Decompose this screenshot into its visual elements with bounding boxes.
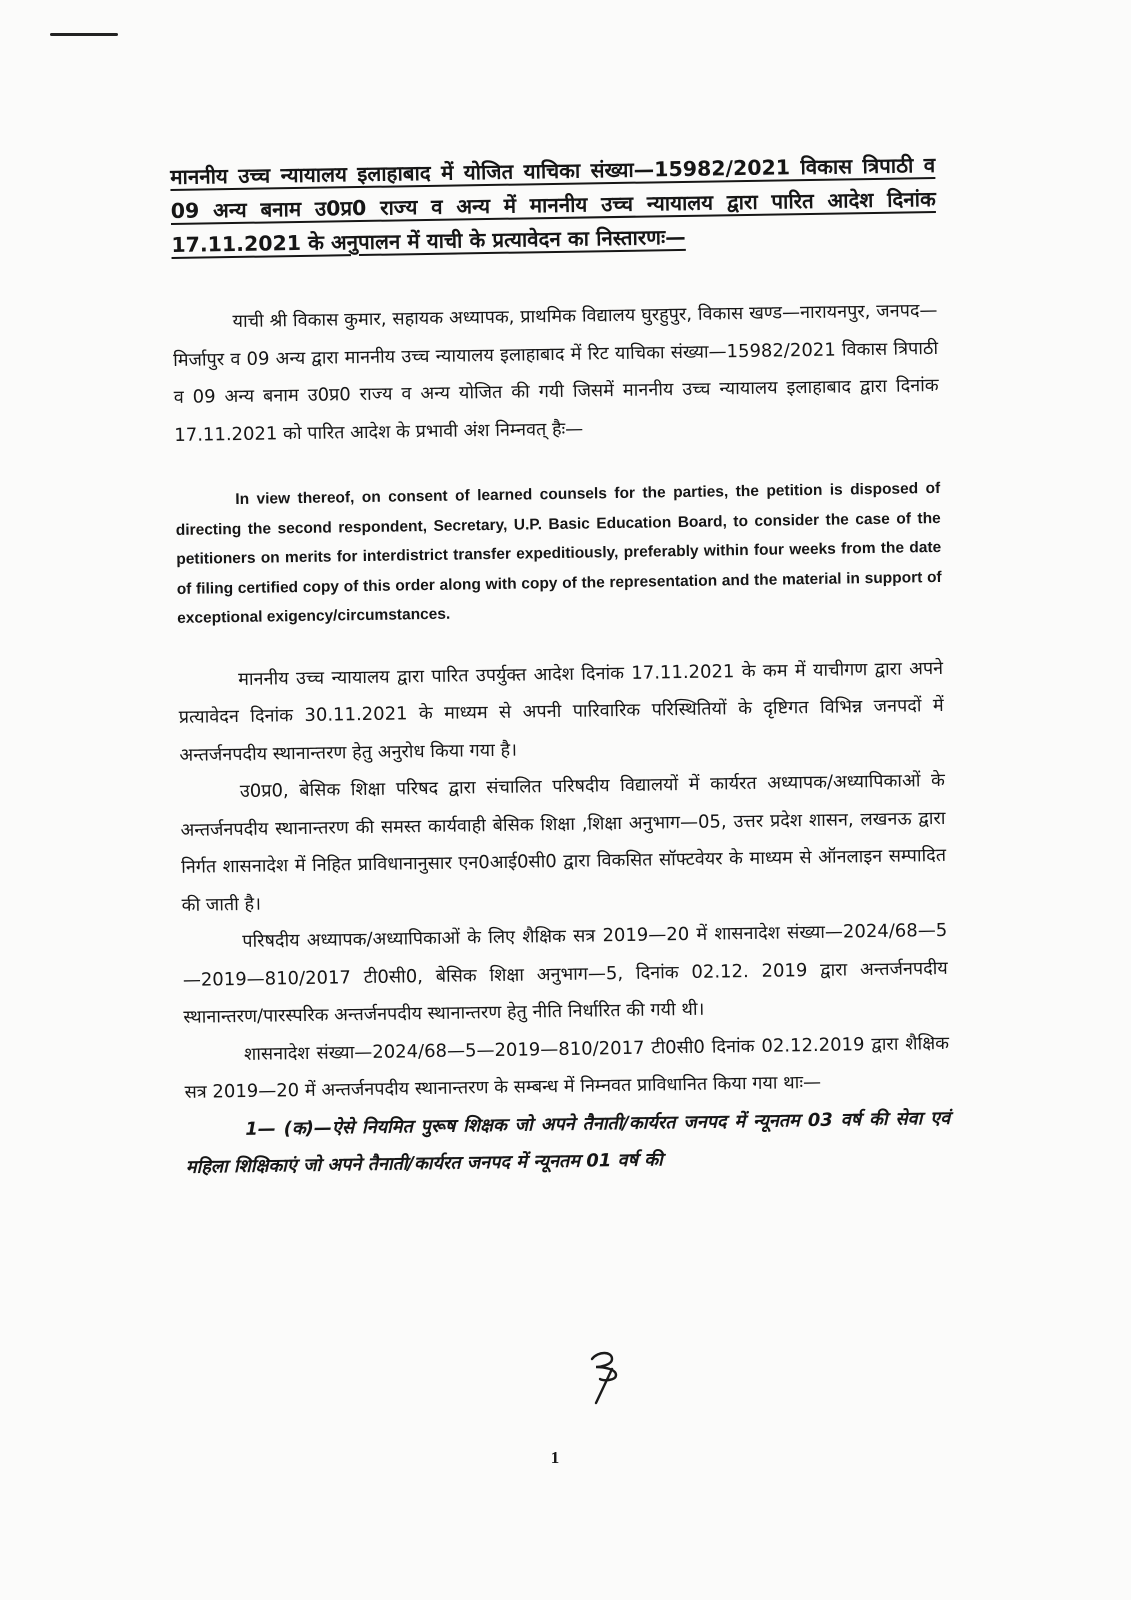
paragraph-petition-details: याची श्री विकास कुमार, सहायक अध्यापक, प्राथमिक विद्यालय घुरहुपुर, विकास खण्ड—नारायनपुर, जनपद—मिर्जापुर व 09 अन्य द्वारा माननीय उच्च न्यायालय इलाहाबाद में रिट याचिका संख्या—15982/2021 विकास त्रिपाठी व 09 अन्य बनाम उ0प्र0 राज्य व अन्य योजित की गयी जिसमें माननीय उच्च न्यायालय इलाहाबाद द्वारा दिनांक 17.11.2021 को पारित आदेश के प्रभावी अंश निम्नवत् हैः—: [172, 299, 939, 446]
court-order-quote: In view thereof, on consent of learned counsels for the parties, the petition is disposed of directing the second respondent, Secretary, U.P. Basic Education Board, to consider the case of the petitioners on merits for interdistrict transfer expeditiously, preferably within four weeks from the date of filing certified copy of this order along with copy of the representation and the material in support of exceptional exigency/circumstances.: [175, 479, 942, 627]
paragraph-eligibility-clause: 1— (क)—ऐसे नियमित पुरूष शिक्षक जो अपने तैनाती/कार्यरत जनपद में न्यूनतम 03 वर्ष की सेवा एवं महिला शिक्षिकाएं जो अपने तैनाती/कार्यरत जनपद में न्यूनतम 01 वर्ष की: [185, 1107, 951, 1178]
page-number: 1: [550, 1448, 560, 1467]
paragraph-transfer-policy: परिषदीय अध्यापक/अध्यापिकाओं के लिए शैक्षिक सत्र 2019—20 में शासनादेश संख्या—2024/68—5—2019—810/2017 टी0सी0, बेसिक शिक्षा अनुभाग—5, दिनांक 02.12. 2019 द्वारा अन्तर्जनपदीय स्थानान्तरण/पारस्परिक अन्तर्जनपदीय स्थानान्तरण हेतु नीति निर्धारित की गयी थी।: [182, 919, 948, 1028]
paragraph-transfer-process: उ0प्र0, बेसिक शिक्षा परिषद द्वारा संचालित परिषदीय विद्यालयों में कार्यरत अध्यापक/अध्यापिकाओं के अन्तर्जनपदीय स्थानान्तरण की समस्त कार्यवाही बेसिक शिक्षा ,शिक्षा अनुभाग—05, उत्तर प्रदेश शासन, लखनऊ द्वारा निर्गत शासनादेश में निहित प्राविधानानुसार एन0आई0सी0 द्वारा विकसित सॉफ्टवेयर के माध्यम से ऑनलाइन सम्पादित की जाती है।: [180, 769, 947, 916]
handwritten-initial-icon: [582, 1345, 632, 1405]
paragraph-government-order: शासनादेश संख्या—2024/68—5—2019—810/2017 टी0सी0 दिनांक 02.12.2019 द्वारा शैक्षिक सत्र 2019—20 में अन्तर्जनपदीय स्थानान्तरण के सम्बन्ध में निम्नवत प्राविधानित किया गया थाः—: [184, 1032, 950, 1103]
corner-dash-mark: [50, 33, 118, 36]
document-body: [170, 148, 951, 1186]
paragraph-representation: माननीय उच्च न्यायालय द्वारा पारित उपर्युक्त आदेश दिनांक 17.11.2021 के कम में याचीगण द्वारा अपने प्रत्यावेदन दिनांक 30.11.2021 के माध्यम से अपनी पारिवारिक परिस्थितियों के दृष्टिगत विभिन्न जनपदों में अन्तर्जनपदीय स्थानान्तरण हेतु अनुरोध किया गया है।: [178, 657, 944, 766]
document-heading: माननीय उच्च न्यायालय इलाहाबाद में योजित याचिका संख्या—15982/2021 विकास त्रिपाठी व 09 अन्य बनाम उ0प्र0 राज्य व अन्य में माननीय उच्च न्यायालय द्वारा पारित आदेश दिनांक 17.11.2021 के अनुपालन में याची के प्रत्यावेदन का निस्तारणः—: [170, 152, 936, 257]
